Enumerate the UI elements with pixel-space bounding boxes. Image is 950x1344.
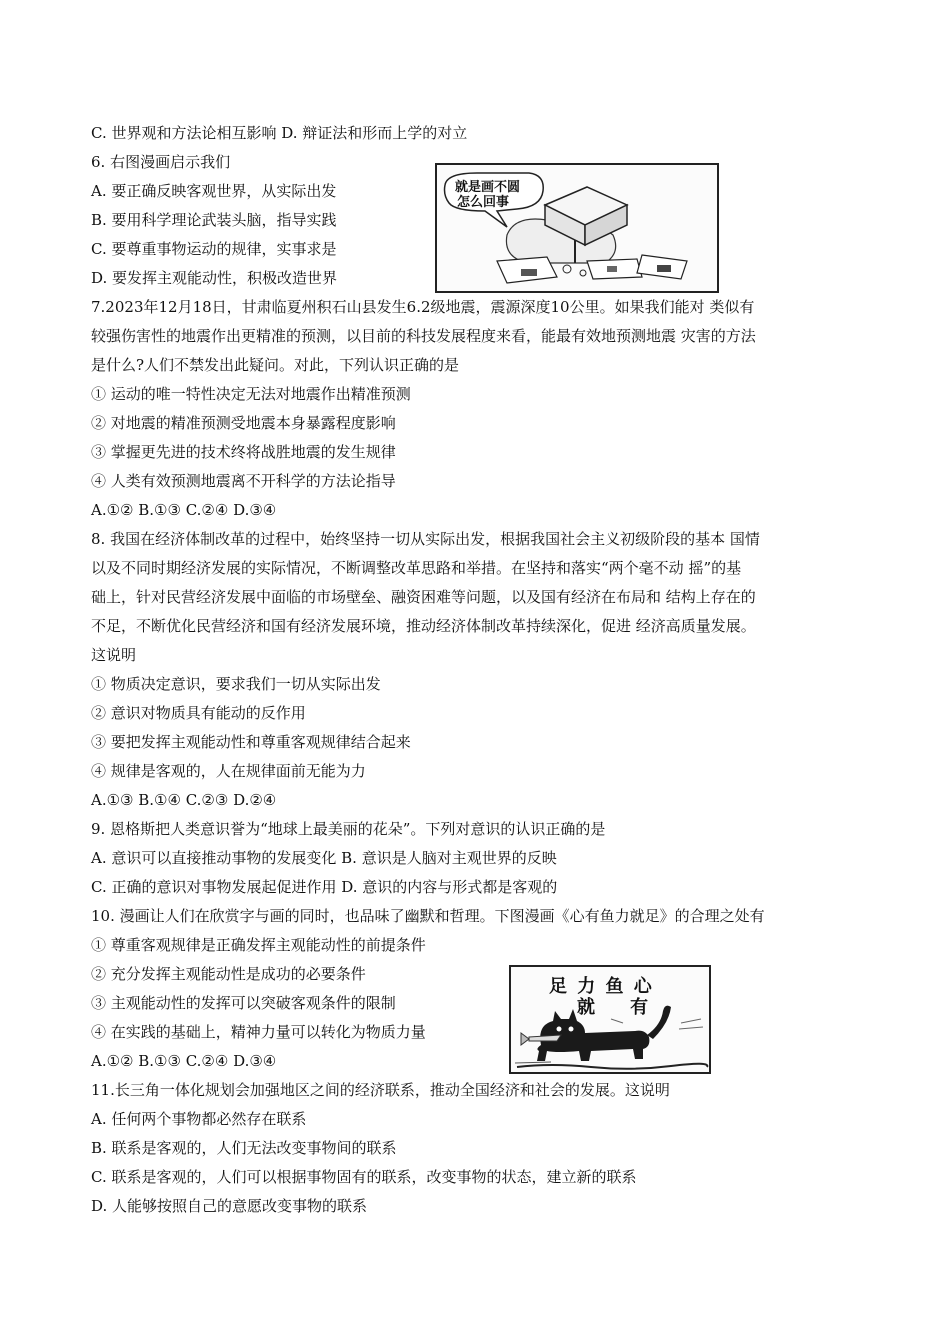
q10-statement-3: ③ 主观能动性的发挥可以突破客观条件的限制 <box>91 994 396 1012</box>
q8-statement-1: ① 物质决定意识，要求我们一切从实际出发 <box>91 675 381 693</box>
q10-comic-image <box>509 965 711 1074</box>
q6-comic-speech-1: 就是画不圆 <box>455 180 521 195</box>
q7-stem-line-3: 是什么?人们不禁发出此疑问。对此，下列认识正确的是 <box>91 356 460 374</box>
q8-statement-3: ③ 要把发挥主观能动性和尊重客观规律结合起来 <box>91 733 411 751</box>
q7-stem-line-1: 7.2023年12月18日，甘肃临夏州积石山县发生6.2级地震，震源深度10公里。如果我们能对 类似有 <box>91 298 755 316</box>
q10-options: A.①② B.①③ C.②④ D.③④ <box>91 1052 277 1070</box>
q7-statement-1: ① 运动的唯一特性决定无法对地震作出精准预测 <box>91 385 411 403</box>
q7-statement-4: ④ 人类有效预测地震离不开科学的方法论指导 <box>91 472 396 490</box>
q7-statement-2: ② 对地震的精准预测受地震本身暴露程度影响 <box>91 414 396 432</box>
q8-options: A.①③ B.①④ C.②③ D.②④ <box>91 791 277 809</box>
q7-statement-3: ③ 掌握更先进的技术终将战胜地震的发生规律 <box>91 443 396 461</box>
q11-option-a: A. 任何两个事物都必然存在联系 <box>91 1110 307 1128</box>
q8-stem-line-5: 这说明 <box>91 646 137 664</box>
q6-stem: 6. 右图漫画启示我们 <box>91 153 231 171</box>
q6-option-d: D. 要发挥主观能动性，积极改造世界 <box>91 269 338 287</box>
q10-comic-title-row2: 就 有 <box>577 997 651 1018</box>
q10-statement-2: ② 充分发挥主观能动性是成功的必要条件 <box>91 965 366 983</box>
q6-option-a: A. 要正确反映客观世界，从实际出发 <box>91 182 337 200</box>
q5-options-cd: C. 世界观和方法论相互影响 D. 辩证法和形而上学的对立 <box>91 124 468 142</box>
q10-statement-4: ④ 在实践的基础上，精神力量可以转化为物质力量 <box>91 1023 426 1041</box>
q7-stem-line-2: 较强伤害性的地震作出更精准的预测，以目前的科技发展程度来看，能最有效地预测地震 灾害的方法 <box>91 327 756 345</box>
q11-stem: 11.长三角一体化规划会加强地区之间的经济联系，推动全国经济和社会的发展。这说明 <box>91 1081 670 1099</box>
q10-statement-1: ① 尊重客观规律是正确发挥主观能动性的前提条件 <box>91 936 426 954</box>
q10-comic-title-row1: 足 力 鱼 心 <box>549 976 654 997</box>
q6-comic-speech-2: 怎么回事 <box>457 195 510 210</box>
q6-option-b: B. 要用科学理论武装头脑，指导实践 <box>91 211 337 229</box>
q9-stem: 9. 恩格斯把人类意识誉为“地球上最美丽的花朵”。下列对意识的认识正确的是 <box>91 820 606 838</box>
q8-stem-line-2: 以及不同时期经济发展的实际情况，不断调整改革思路和举措。在坚持和落实“两个毫不动 摇”的基 <box>91 559 742 577</box>
q11-option-c: C. 联系是客观的，人们可以根据事物固有的联系，改变事物的状态，建立新的联系 <box>91 1168 637 1186</box>
q7-options: A.①② B.①③ C.②④ D.③④ <box>91 501 277 519</box>
q11-option-b: B. 联系是客观的，人们无法改变事物间的联系 <box>91 1139 397 1157</box>
q8-statement-4: ④ 规律是客观的，人在规律面前无能为力 <box>91 762 366 780</box>
q9-options-cd: C. 正确的意识对事物发展起促进作用 D. 意识的内容与形式都是客观的 <box>91 878 558 896</box>
q8-stem-line-1: 8. 我国在经济体制改革的过程中，始终坚持一切从实际出发，根据我国社会主义初级阶段的基本 国情 <box>91 530 760 548</box>
q8-stem-line-4: 不足，不断优化民营经济和国有经济发展环境，推动经济体制改革持续深化，促进 经济高质量发展。 <box>91 617 756 635</box>
q6-option-c: C. 要尊重事物运动的规律，实事求是 <box>91 240 337 258</box>
q8-statement-2: ② 意识对物质具有能动的反作用 <box>91 704 306 722</box>
q8-stem-line-3: 础上，针对民营经济发展中面临的市场壁垒、融资困难等问题，以及国有经济在布局和 结构上存在的 <box>91 588 756 606</box>
q10-stem: 10. 漫画让人们在欣赏字与画的同时，也品味了幽默和哲理。下图漫画《心有鱼力就足》的合理之处有 <box>91 907 765 925</box>
q9-options-ab: A. 意识可以直接推动事物的发展变化 B. 意识是人脑对主观世界的反映 <box>91 849 557 867</box>
q6-comic-image <box>435 163 719 293</box>
q11-option-d: D. 人能够按照自己的意愿改变事物的联系 <box>91 1197 368 1215</box>
